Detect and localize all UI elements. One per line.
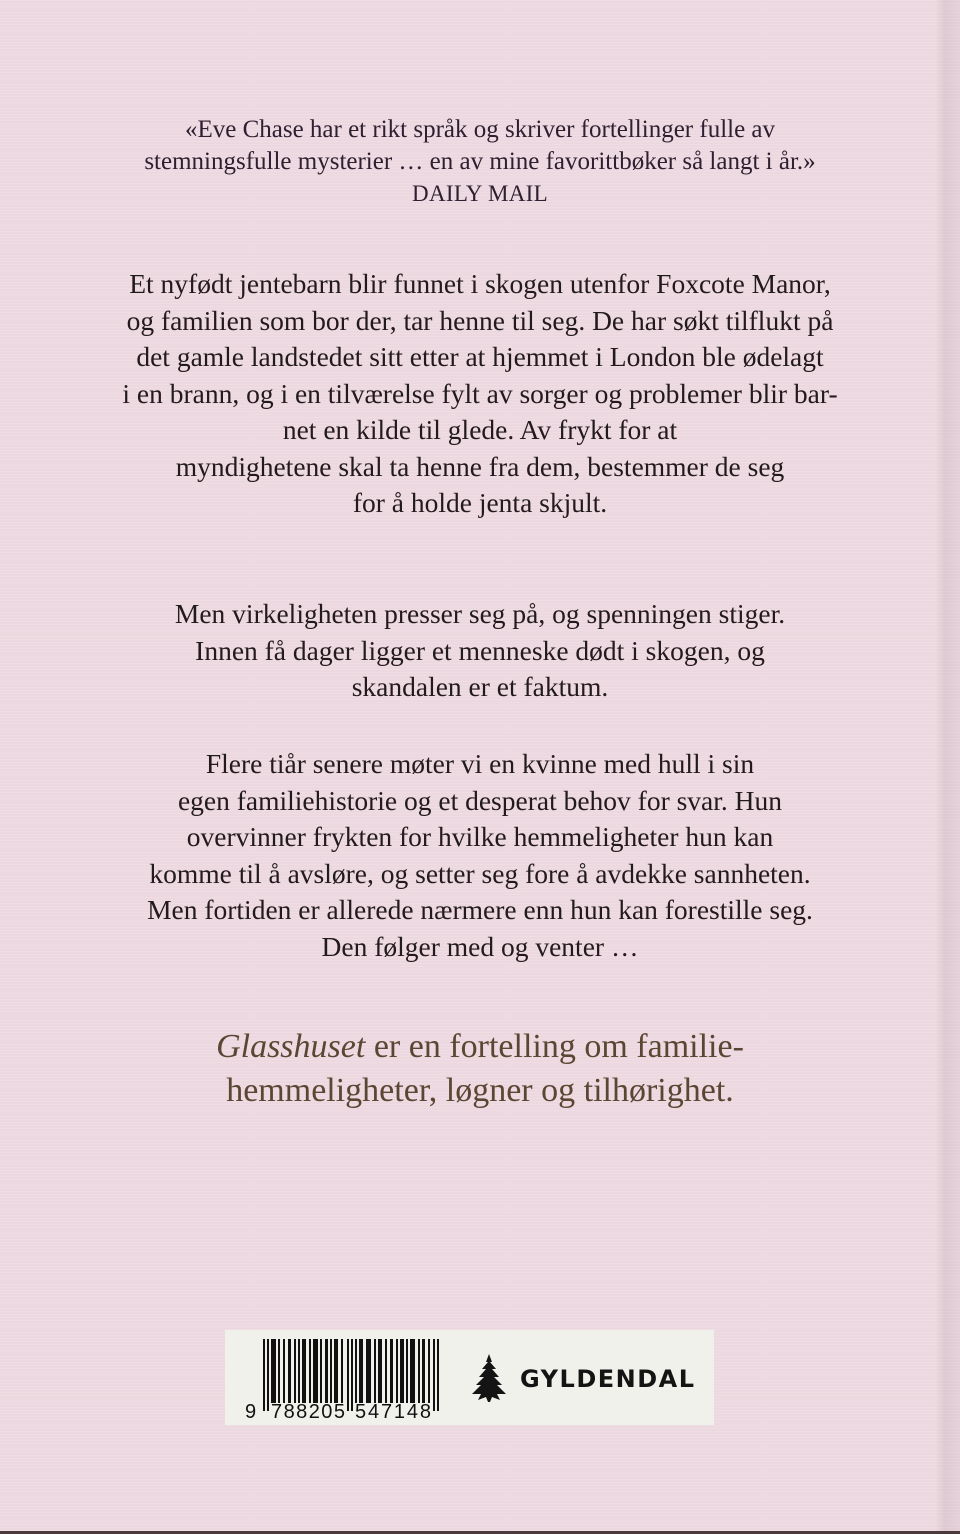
book-title: Glasshuset <box>216 1028 366 1065</box>
blurb-line: for å holde jenta skjult. <box>352 487 608 518</box>
blurb-line: Innen få dager ligger et menneske dødt i skogen, og <box>195 634 765 666</box>
svg-text:547148: 547148 <box>355 1401 431 1419</box>
blurb-line: og familien som bor der, tar henne til seg. De har søkt tilflukt på <box>126 304 834 336</box>
blurb-line: egen familiehistorie og et desperat behov for svar. Hun <box>177 784 783 816</box>
tagline-text: er en fortelling om familie- <box>365 1028 744 1065</box>
blurb-line: i en brann, og i en tilværelse fylt av sorger og problemer blir bar- <box>122 377 838 409</box>
blurb-line: Et nyfødt jentebarn blir funnet i skogen utenfor Foxcote Manor, <box>129 268 831 299</box>
publisher-name: GYLDENDAL <box>520 1365 696 1393</box>
quote-line: stemningsfulle mysterier … en av mine favorittbøker så langt i år.» <box>144 148 816 175</box>
publisher-logo <box>470 1349 696 1409</box>
blurb-line: Men virkeligheten presser seg på, og spenningen stiger. <box>174 598 786 629</box>
tagline <box>0 1025 960 1113</box>
blurb-line: skandalen er et faktum. <box>351 671 609 702</box>
blurb-line: komme til å avsløre, og setter seg fore å avdekke sannheten. <box>149 857 811 889</box>
tree-icon <box>470 1354 508 1404</box>
blurb-line: Men fortiden er allerede nærmere enn hun kan forestille seg. <box>147 894 813 925</box>
blurb-line: myndighetene skal ta henne fra dem, bestemmer de seg <box>175 450 785 482</box>
quote-line: «Eve Chase har et rikt språk og skriver fortellinger fulle av <box>184 116 776 143</box>
blurb-line: overvinner frykten for hvilke hemmeligheter hun kan <box>186 821 774 852</box>
isbn-barcode <box>245 1339 465 1419</box>
svg-text:9: 9 <box>245 1401 257 1419</box>
blurb-line: net en kilde til glede. Av frykt for at <box>282 414 678 445</box>
tagline-line-2: hemmeligheter, løgner og tilhørighet. <box>226 1072 734 1109</box>
quote-source: DAILY MAIL <box>412 181 548 206</box>
svg-text:788205: 788205 <box>271 1401 345 1419</box>
blurb-paragraph-1 <box>0 266 960 522</box>
blurb-paragraph-3 <box>0 746 960 965</box>
blurb-line: Flere tiår senere møter vi en kvinne med hull i sin <box>205 748 755 779</box>
blurb-line: Den følger med og venter … <box>321 930 639 962</box>
barcode-label <box>225 1330 714 1425</box>
blurb-line: det gamle landstedet sitt etter at hjemmet i London ble ødelagt <box>136 341 824 372</box>
review-quote <box>0 114 960 210</box>
barcode-bars-icon <box>245 1339 465 1419</box>
blurb-paragraph-2 <box>0 596 960 706</box>
tagline-line-1 <box>0 1025 960 1069</box>
